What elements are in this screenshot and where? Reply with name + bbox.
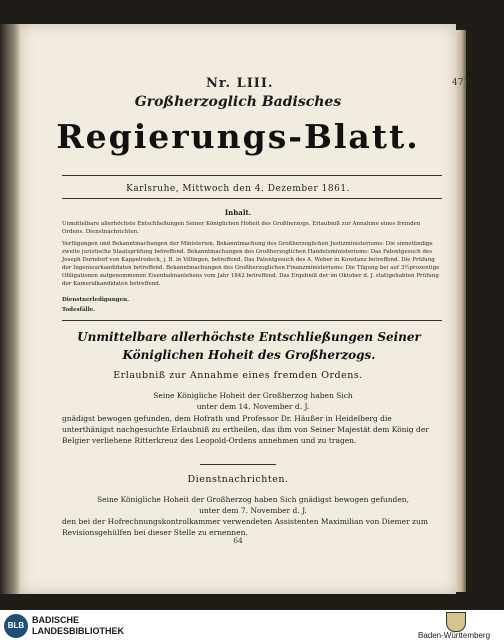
para2-line1: Seine Königliche Hoheit der Großherzog haben Sich gnädigst bewogen gefunden, (97, 495, 409, 504)
document-page (20, 24, 470, 594)
dateline: Karlsruhe, Mittwoch den 4. Dezember 1861. (126, 184, 350, 194)
library-line-2: LANDESBIBLIOTHEK (32, 626, 124, 636)
rule-top (62, 175, 442, 176)
para1-body: gnädigst bewogen gefunden, dem Hofrath und Professor Dr. Häußer in Heidelberg die unterthänigst nachgesuchte Erlaubniß zu ertheilen, das ihm von Seiner Majestät dem König der Belgier verliehene Ritterkreuz des Leopold-Ordens annehmen und zu tragen. (62, 414, 429, 445)
rule-short (200, 464, 276, 465)
footer-bar (0, 610, 504, 642)
section-heading: Unmittelbare allerhöchste Entschließungen Seiner Königlichen Hoheit des Großherzogs. (77, 330, 421, 362)
para2-line2: unter dem 7. November d. J. (199, 506, 307, 515)
region-label: Baden-Württemberg (418, 631, 491, 640)
contents-line-2: Verfügungen und Bekanntmachungen der Ministerien. Bekanntmachung des Großherzoglichen Justizministeriums: Die sinnstündige zweite juristische Staatsprüfung betreffend. Bekanntmachungen des Großherzoglichen Handelsministeriums: Das Patentgesuch des Joseph Dorndorf von Kappelrodeck, j. B. in Villingen, betreffend. Das Patentgesuch des A. Weber in Konstanz betreffend. Die Prüfung der Ingenieurkandidaten betreffend. Bekanntmachungen des Großherzoglichen Finanzministeriums: Die Tilgung bei auf 3½prozentige Obligationen aufgenommenen Eisenbahnanlehens vom Jahr 1842 betreffend. Das Ergebniß der im Oktober d. J. stattgehabten Prüfung der Kameralkandidaten betreffend. (62, 241, 440, 287)
rule-contents (62, 320, 442, 321)
section-subheading-2: Dienstnachrichten. (187, 474, 289, 485)
contents-line-4: Todesfälle. (62, 307, 96, 313)
masthead-title: Regierungs-Blatt. (56, 117, 420, 156)
para1-line2: unter dem 14. November d. J. (196, 402, 310, 411)
rule-date (62, 198, 442, 199)
contents-line-1: Unmittelbare allerhöchste Entschließungen Seiner Königlichen Hoheit des Großherzogs. Erlaubniß zur Annahme eines fremden Ordens. Dienstnachrichten. (62, 221, 421, 235)
para1-line1: Seine Königliche Hoheit der Großherzog haben Sich (153, 391, 353, 400)
coat-of-arms-icon (446, 612, 466, 632)
page-number: 471 (452, 78, 470, 88)
section-subheading: Erlaubniß zur Annahme eines fremden Ordens. (113, 370, 363, 381)
library-line-1: BADISCHE (32, 615, 80, 625)
signature-mark: 64 (233, 536, 243, 545)
para2-body: den bei der Hofrechnungskontrolkammer verwendeten Assistenten Maximilian von Diemer zum Revisionsgehülfen bei dieser Stelle zu ernennen. (62, 517, 428, 537)
publisher-line: Großherzoglich Badisches (134, 94, 342, 110)
library-name (32, 615, 124, 637)
blb-logo: BLB (4, 614, 28, 638)
book-spine (0, 24, 20, 594)
contents-line-3: Dienstnerledigungen. (62, 297, 130, 303)
issue-number: Nr. LIII. (206, 76, 274, 91)
page-edge (456, 30, 466, 592)
contents-title: Inhalt. (224, 208, 252, 217)
